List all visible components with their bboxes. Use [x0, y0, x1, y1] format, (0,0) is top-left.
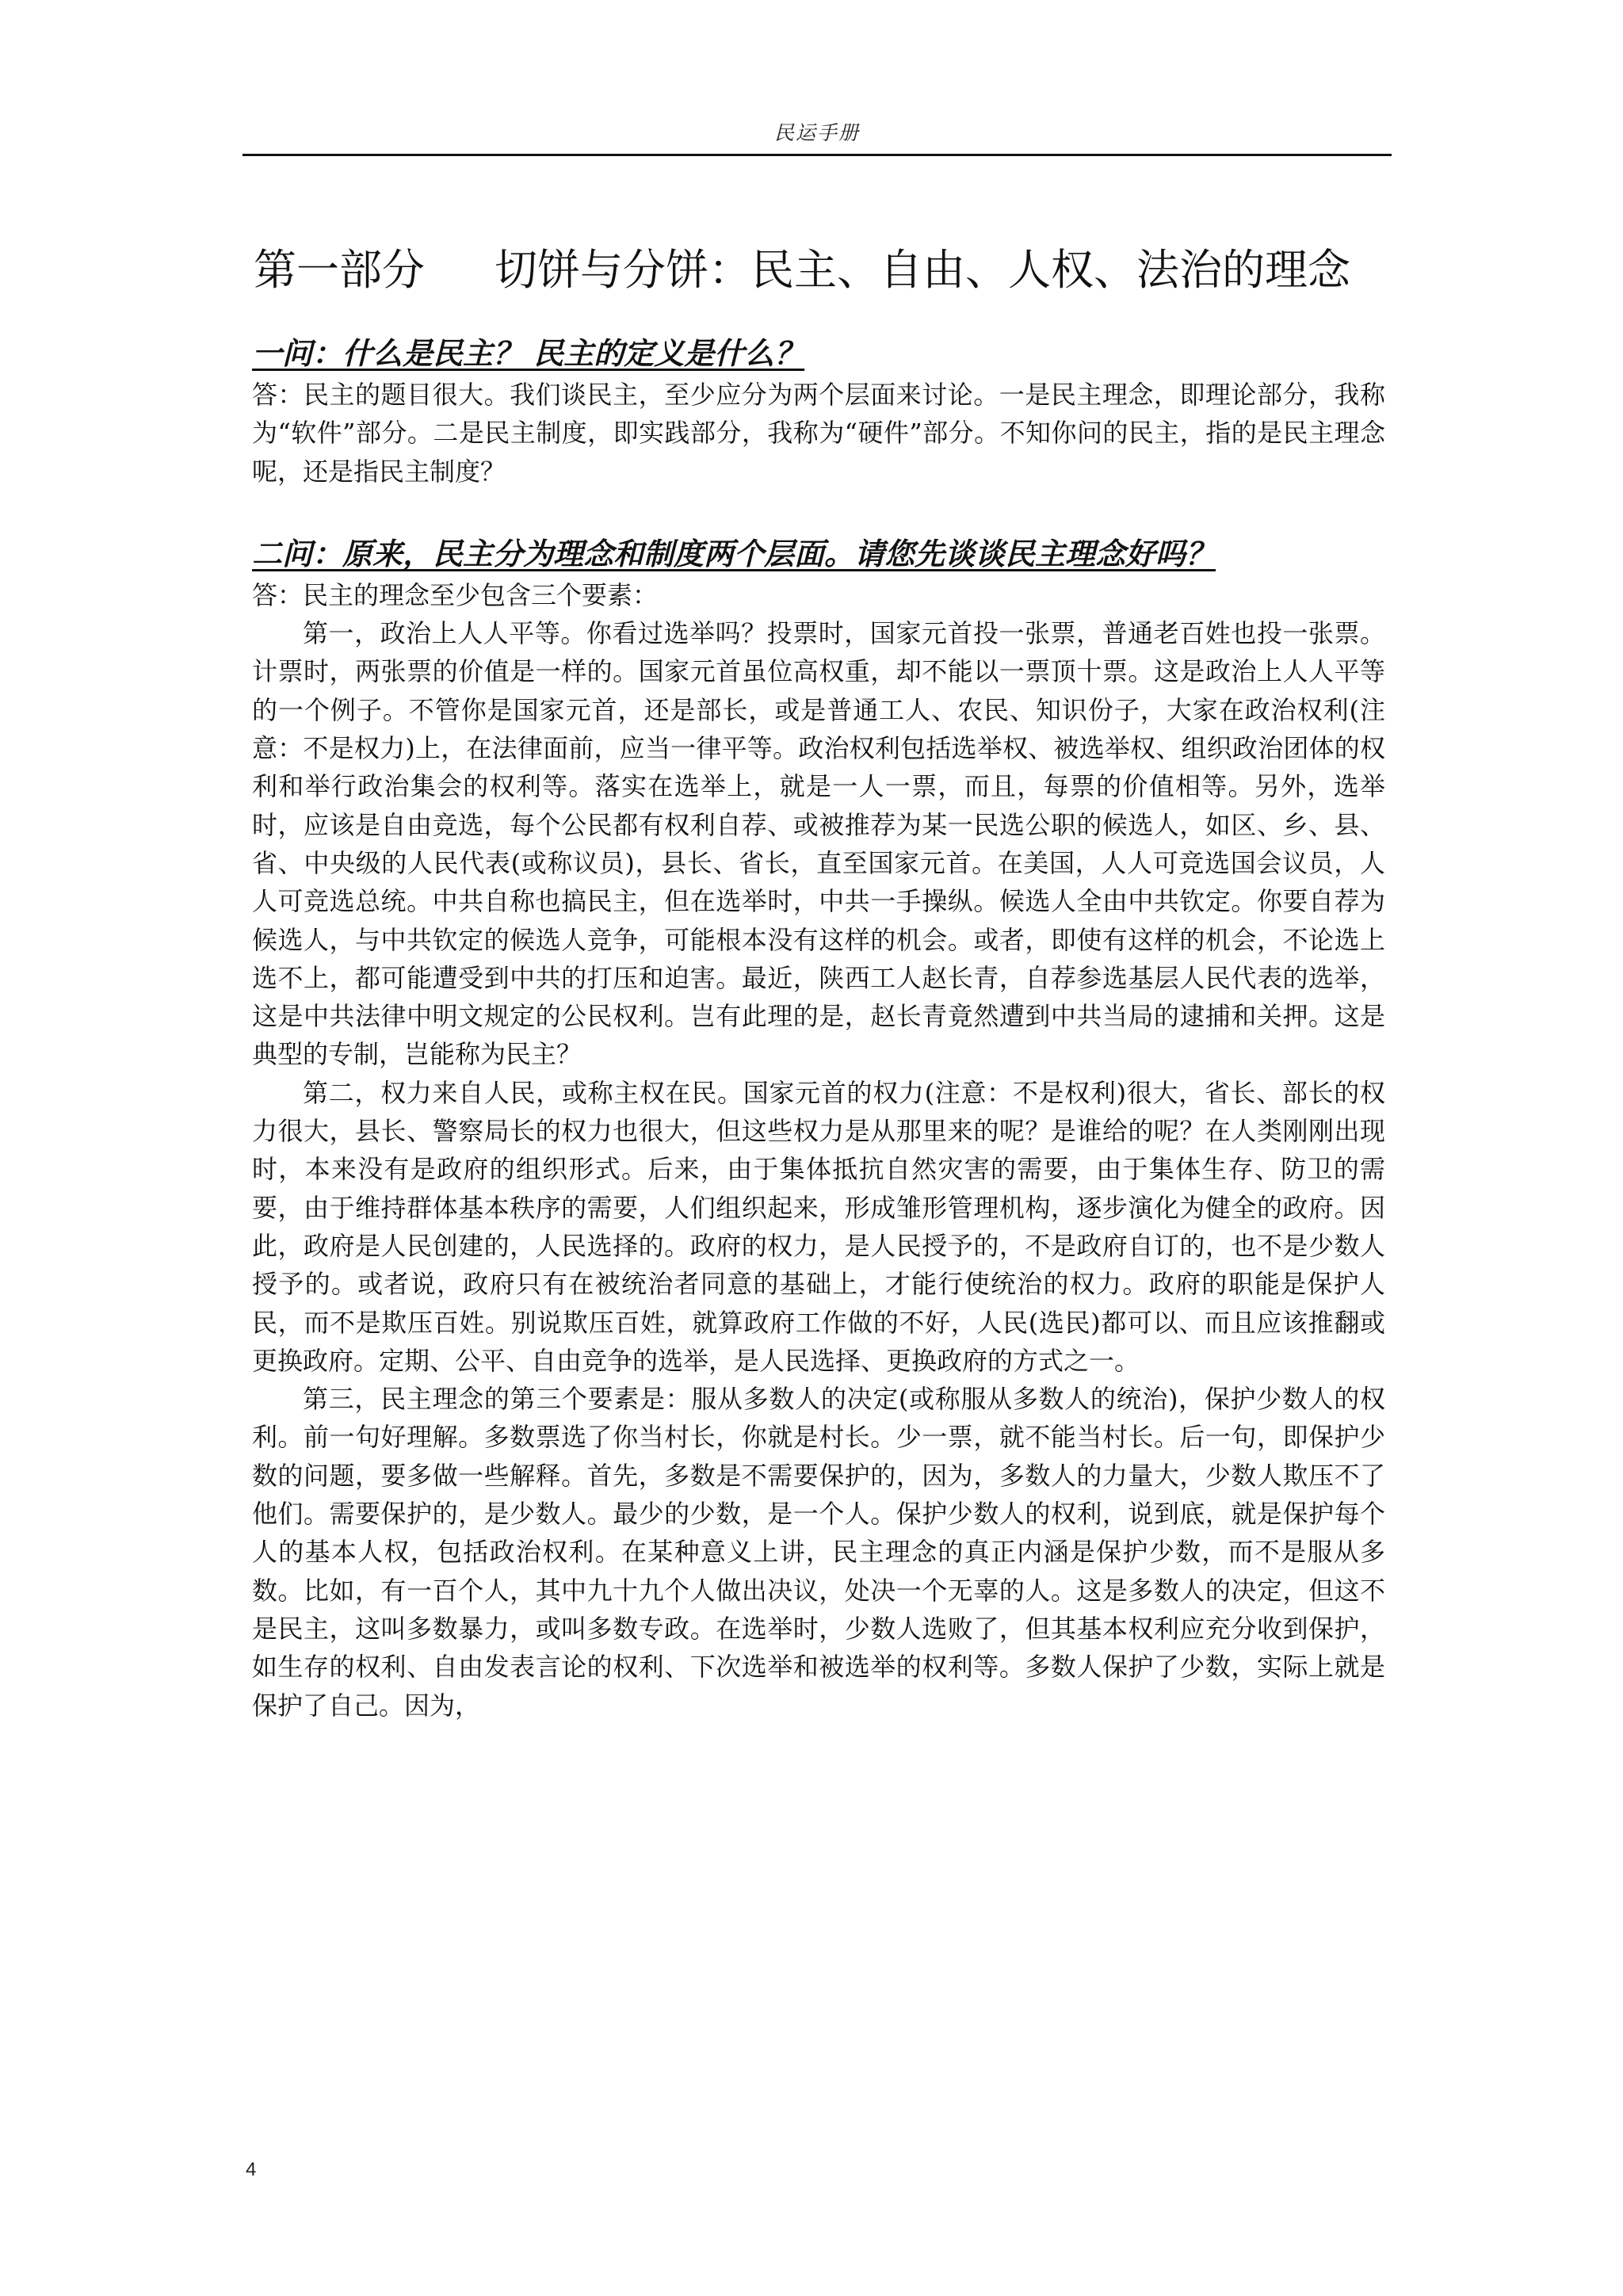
part-title-text: 切饼与分饼：民主、自由、人权、法治的理念 — [495, 245, 1350, 296]
section-q1 — [252, 333, 1385, 491]
part-label: 第一部分 — [254, 245, 425, 296]
header-rule — [242, 154, 1392, 156]
answer-lead: 答：民主的理念至少包含三个要素： — [252, 579, 659, 610]
body-paragraph: 第二，权力来自人民，或称主权在民。国家元首的权力(注意：不是权利)很大，省长、部长的权力很大，县长、警察局长的权力也很大，但这些权力是从那里来的呢？是谁给的呢？在人类刚刚出现时，本来没有是政府的组织形式。后来，由于集体抵抗自然灾害的需要，由于集体生存、防卫的需要，由于维持群体基本秩序的需要，人们组织起来，形成雏形管理机构，逐步演化为健全的政府。因此，政府是人民创建的，人民选择的。政府的权力，是人民授予的，不是政府自订的，也不是少数人授予的。或者说，政府只有在被统治者同意的基础上，才能行使统治的权力。政府的职能是保护人民，而不是欺压百姓。别说欺压百姓，就算政府工作做的不好，人民(选民)都可以、而且应该推翻或更换政府。定期、公平、自由竞争的选举，是人民选择、更换政府的方式之一。 — [252, 1077, 1385, 1376]
running-header: 民运手册 — [773, 121, 860, 144]
main-content — [252, 333, 1385, 1725]
page-number: 4 — [246, 2159, 257, 2180]
answer-paragraph: 答：民主的题目很大。我们谈民主，至少应分为两个层面来讨论。一是民主理念，即理论部分，我称为“软件”部分。二是民主制度，即实践部分，我称为“硬件”部分。不知你问的民主，指的是民主理念呢，还是指民主制度？ — [252, 380, 1385, 487]
question-heading: 二问：原来，民主分为理念和制度两个层面。请您先谈谈民主理念好吗？ — [252, 535, 1216, 571]
part-title — [254, 243, 1395, 298]
body-paragraph: 第一，政治上人人平等。你看过选举吗？投票时，国家元首投一张票，普通老百姓也投一张票。计票时，两张票的价值是一样的。国家元首虽位高权重，却不能以一票顶十票。这是政治上人人平等的一个例子。不管你是国家元首，还是部长，或是普通工人、农民、知识份子，大家在政治权利(注意：不是权力)上，在法律面前，应当一律平等。政治权利包括选举权、被选举权、组织政治团体的权利和举行政治集会的权利等。落实在选举上，就是一人一票，而且，每票的价值相等。另外，选举时，应该是自由竞选，每个公民都有权利自荐、或被推荐为某一民选公职的候选人，如区、乡、县、省、中央级的人民代表(或称议员)，县长、省长，直至国家元首。在美国，人人可竞选国会议员，人人可竞选总统。中共自称也搞民主，但在选举时，中共一手操纵。候选人全由中共钦定。你要自荐为候选人，与中共钦定的候选人竞争，可能根本没有这样的机会。或者，即使有这样的机会，不论选上选不上，都可能遭受到中共的打压和迫害。最近，陕西工人赵长青，自荐参选基层人民代表的选举，这是中共法律中明文规定的公民权利。岂有此理的是，赵长青竟然遭到中共当局的逮捕和关押。这是典型的专制，岂能称为民主？ — [252, 618, 1385, 1070]
body-paragraph: 第三，民主理念的第三个要素是：服从多数人的决定(或称服从多数人的统治)，保护少数人的权利。前一句好理解。多数票选了你当村长，你就是村长。少一票，就不能当村长。后一句，即保护少数的问题，要多做一些解释。首先，多数是不需要保护的，因为，多数人的力量大，少数人欺压不了他们。需要保护的，是少数人。最少的少数，是一个人。保护少数人的权利，说到底，就是保护每个人的基本人权，包括政治权利。在某种意义上讲，民主理念的真正内涵是保护少数，而不是服从多数。比如，有一百个人，其中九十九个人做出决议，处决一个无辜的人。这是多数人的决定，但这不是民主，这叫多数暴力，或叫多数专政。在选举时，少数人选败了，但其基本权利应充分收到保护，如生存的权利、自由发表言论的权利、下次选举和被选举的权利等。多数人保护了少数，实际上就是保护了自己。因为， — [252, 1384, 1385, 1721]
section-q2 — [252, 533, 1385, 1725]
question-heading: 一问：什么是民主？ 民主的定义是什么？ — [252, 335, 805, 371]
